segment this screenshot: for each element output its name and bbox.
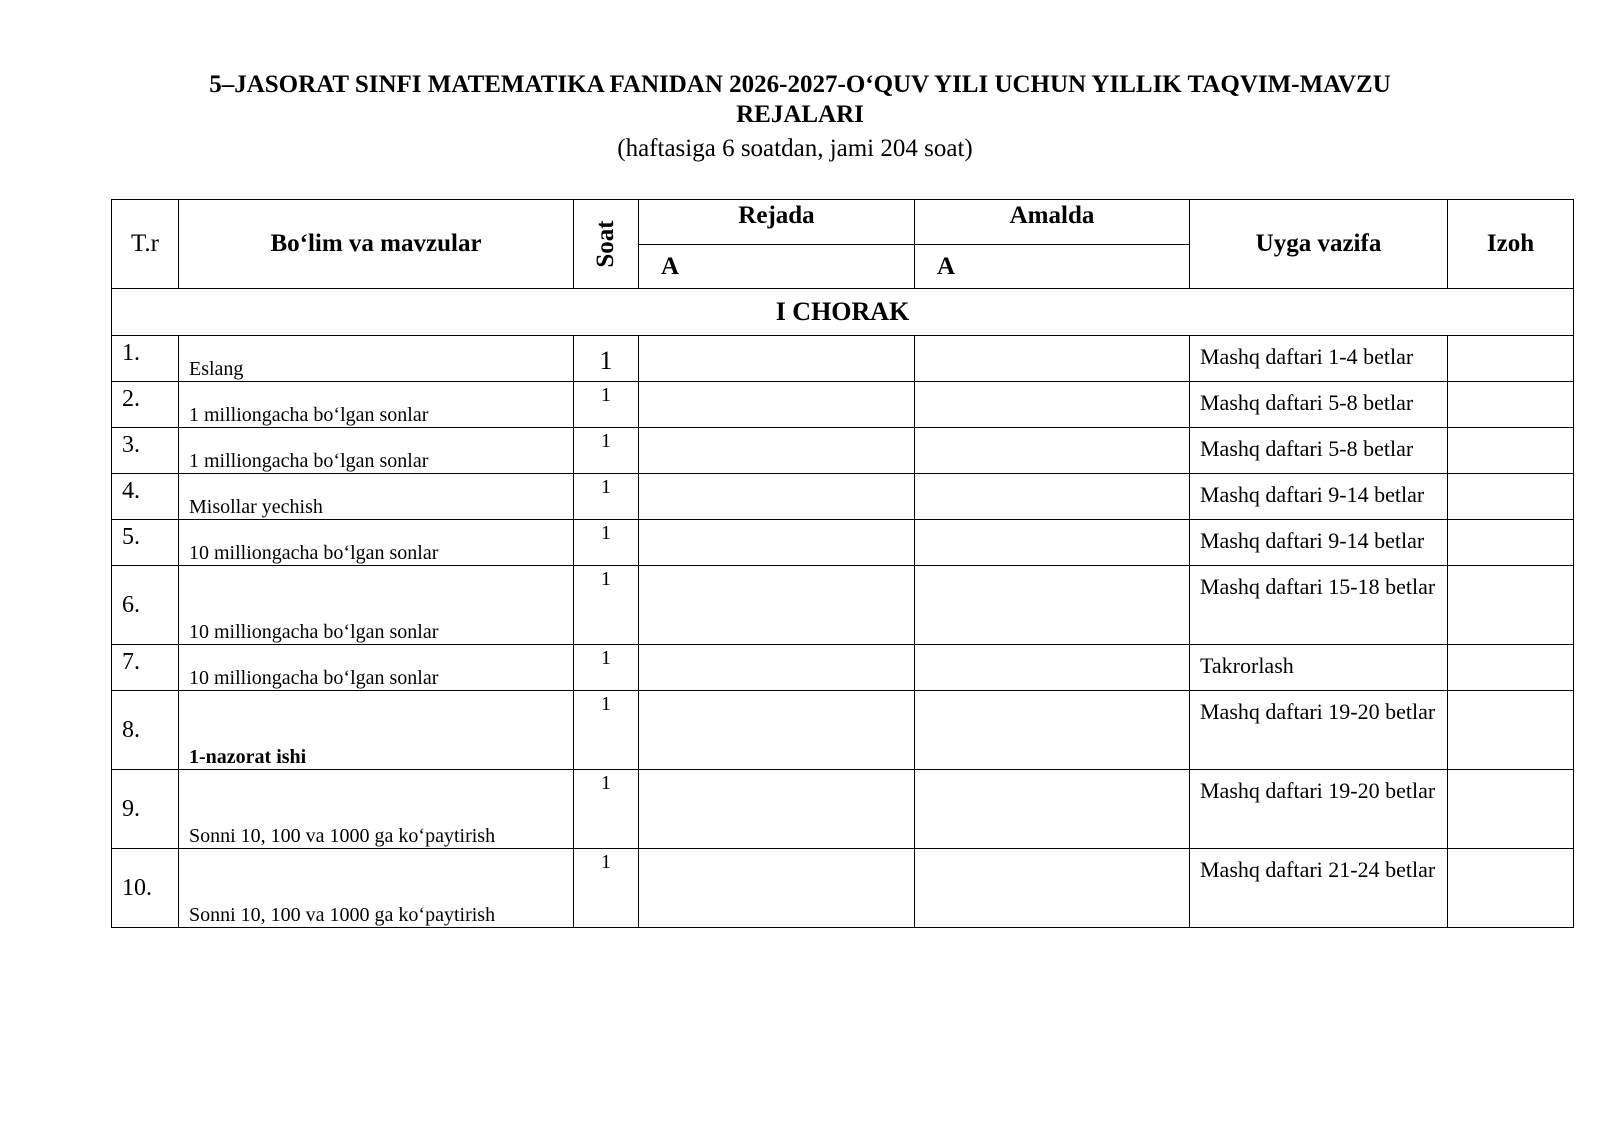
row-topic: Eslang	[179, 336, 574, 382]
row-homework: Mashq daftari 5-8 betlar	[1190, 428, 1448, 474]
row-number: 9.	[112, 770, 179, 849]
table-row	[112, 336, 1574, 382]
header-row-1	[112, 200, 1574, 245]
row-plan-date	[639, 566, 915, 645]
row-actual-date	[915, 336, 1190, 382]
row-homework: Mashq daftari 19-20 betlar	[1190, 691, 1448, 770]
row-hours: 1	[574, 382, 639, 428]
document-title	[0, 70, 1600, 130]
row-topic: Sonni 10, 100 va 1000 ga ko‘paytirish	[179, 770, 574, 849]
table-row	[112, 428, 1574, 474]
row-note	[1448, 645, 1574, 691]
row-topic: Misollar yechish	[179, 474, 574, 520]
row-hours: 1	[574, 336, 639, 382]
row-note	[1448, 566, 1574, 645]
row-actual-date	[915, 770, 1190, 849]
row-note	[1448, 382, 1574, 428]
row-hours: 1	[574, 691, 639, 770]
row-topic: 1 milliongacha bo‘lgan sonlar	[179, 428, 574, 474]
section-row	[112, 289, 1574, 336]
row-homework: Mashq daftari 21-24 betlar	[1190, 849, 1448, 928]
header-soat-label: Soat	[592, 220, 619, 268]
row-plan-date	[639, 645, 915, 691]
row-plan-date	[639, 428, 915, 474]
header-amalda: Amalda	[915, 200, 1190, 245]
row-actual-date	[915, 849, 1190, 928]
row-note	[1448, 691, 1574, 770]
table-row	[112, 382, 1574, 428]
row-actual-date	[915, 520, 1190, 566]
row-homework: Mashq daftari 5-8 betlar	[1190, 382, 1448, 428]
row-actual-date	[915, 474, 1190, 520]
row-plan-date	[639, 849, 915, 928]
row-number: 10.	[112, 849, 179, 928]
row-number: 5.	[112, 520, 179, 566]
row-note	[1448, 849, 1574, 928]
row-hours: 1	[574, 566, 639, 645]
row-note	[1448, 428, 1574, 474]
table-row	[112, 645, 1574, 691]
row-plan-date	[639, 691, 915, 770]
row-hours: 1	[574, 770, 639, 849]
row-note	[1448, 336, 1574, 382]
lesson-plan-table	[111, 199, 1574, 928]
row-homework: Mashq daftari 9-14 betlar	[1190, 520, 1448, 566]
row-number: 6.	[112, 566, 179, 645]
document-subtitle: (haftasiga 6 soatdan, jami 204 soat)	[617, 135, 973, 162]
row-topic: 1-nazorat ishi	[179, 691, 574, 770]
row-plan-date	[639, 336, 915, 382]
header-topics: Bo‘lim va mavzular	[179, 200, 574, 289]
title-line-2: REJALARI	[736, 101, 864, 128]
row-actual-date	[915, 645, 1190, 691]
row-number: 8.	[112, 691, 179, 770]
row-note	[1448, 520, 1574, 566]
row-homework: Mashq daftari 9-14 betlar	[1190, 474, 1448, 520]
row-homework: Mashq daftari 19-20 betlar	[1190, 770, 1448, 849]
row-plan-date	[639, 382, 915, 428]
row-topic: Sonni 10, 100 va 1000 ga ko‘paytirish	[179, 849, 574, 928]
row-actual-date	[915, 566, 1190, 645]
header-note: Izoh	[1448, 200, 1574, 289]
header-tr: T.r	[112, 200, 179, 289]
table-row	[112, 691, 1574, 770]
row-hours: 1	[574, 520, 639, 566]
row-number: 7.	[112, 645, 179, 691]
row-note	[1448, 770, 1574, 849]
header-rejada-sub: A	[639, 245, 915, 289]
header-amalda-sub: A	[915, 245, 1190, 289]
table-row	[112, 566, 1574, 645]
row-actual-date	[915, 691, 1190, 770]
row-topic: 10 milliongacha bo‘lgan sonlar	[179, 566, 574, 645]
row-plan-date	[639, 520, 915, 566]
row-hours: 1	[574, 849, 639, 928]
row-number: 4.	[112, 474, 179, 520]
row-topic: 10 milliongacha bo‘lgan sonlar	[179, 645, 574, 691]
row-homework: Takrorlash	[1190, 645, 1448, 691]
row-plan-date	[639, 770, 915, 849]
section-title: I CHORAK	[112, 289, 1574, 336]
row-plan-date	[639, 474, 915, 520]
table-row	[112, 520, 1574, 566]
row-topic: 10 milliongacha bo‘lgan sonlar	[179, 520, 574, 566]
row-hours: 1	[574, 474, 639, 520]
row-actual-date	[915, 382, 1190, 428]
row-number: 1.	[112, 336, 179, 382]
row-homework: Mashq daftari 15-18 betlar	[1190, 566, 1448, 645]
row-note	[1448, 474, 1574, 520]
row-number: 3.	[112, 428, 179, 474]
row-hours: 1	[574, 428, 639, 474]
row-topic: 1 milliongacha bo‘lgan sonlar	[179, 382, 574, 428]
title-line-1: 5–JASORAT SINFI MATEMATIKA FANIDAN 2026-2027-O‘QUV YILI UCHUN YILLIK TAQVIM-MAVZU	[209, 71, 1391, 98]
header-soat	[574, 200, 639, 289]
row-actual-date	[915, 428, 1190, 474]
row-number: 2.	[112, 382, 179, 428]
header-rejada: Rejada	[639, 200, 915, 245]
row-homework: Mashq daftari 1-4 betlar	[1190, 336, 1448, 382]
header-homework: Uyga vazifa	[1190, 200, 1448, 289]
table-row	[112, 474, 1574, 520]
row-hours: 1	[574, 645, 639, 691]
table-row	[112, 770, 1574, 849]
table-row	[112, 849, 1574, 928]
